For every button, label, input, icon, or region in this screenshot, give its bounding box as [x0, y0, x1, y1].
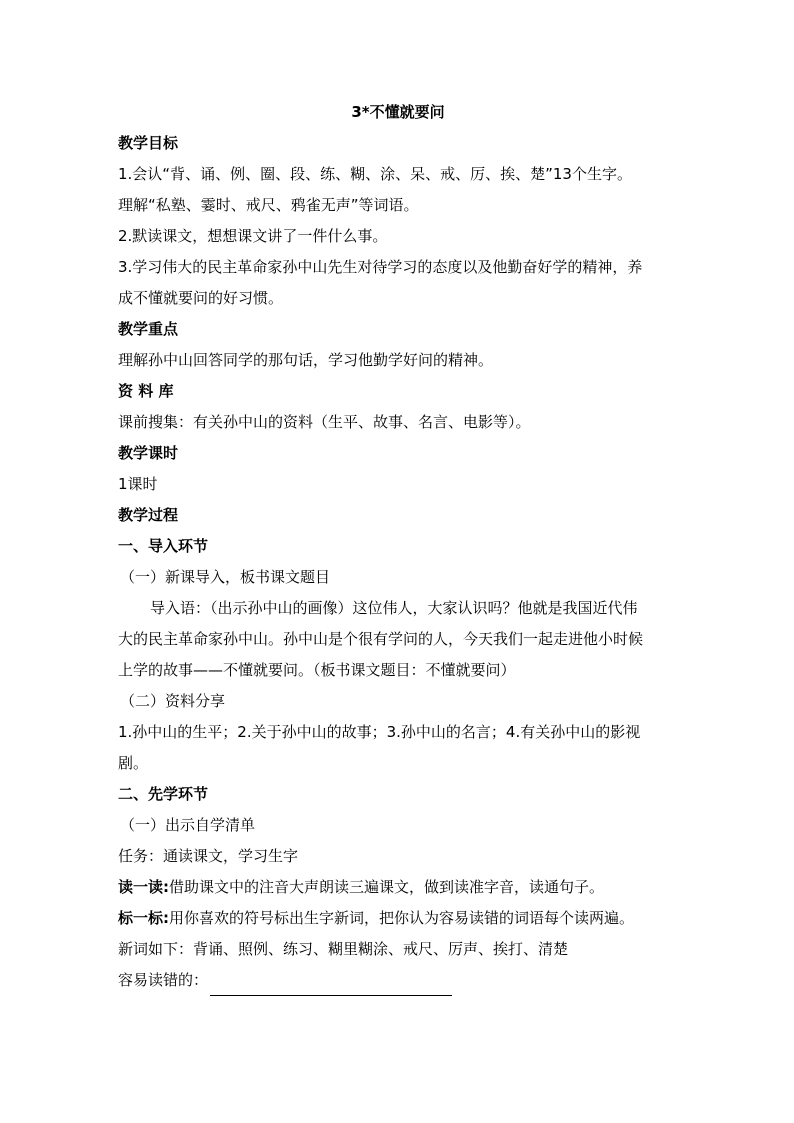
mark-label: 标一标: [118, 909, 169, 927]
intro-line-3: 上学的故事——不懂就要问。（板书课文题目：不懂就要问） [118, 661, 516, 679]
mark-line [118, 903, 678, 934]
process-heading: 教学过程 [118, 506, 179, 524]
goal-3-line-1: 3.学习伟大的民主革命家孙中山先生对待学习的态度以及他勤奋好学的精神，养 [118, 258, 643, 276]
step-2-sub-1: （一）出示自学清单 [120, 816, 256, 834]
intro-line-1: 导入语：（出示孙中山的画像）这位伟人，大家认识吗？他就是我国近代伟 [150, 599, 638, 617]
step-1-heading: 一、导入环节 [118, 537, 209, 555]
wrong-words-line [118, 965, 678, 996]
document-page [118, 100, 678, 996]
answer-blank[interactable] [210, 977, 452, 996]
step-1-sub-1: （一）新课导入，板书课文题目 [120, 568, 331, 586]
library-heading: 资 料 库 [118, 382, 174, 400]
page-title: 3*不懂就要问 [351, 103, 445, 121]
step-2-heading: 二、先学环节 [118, 785, 209, 803]
goal-3-line-2: 成不懂就要问的好习惯。 [118, 289, 284, 307]
share-line-1: 1.孙中山的生平；2.关于孙中山的故事；3.孙中山的名言；4.有关孙中山的影视 [118, 723, 641, 741]
read-line [118, 872, 678, 903]
focus-heading: 教学重点 [118, 320, 179, 338]
goal-1-line-1: 1.会认“背、诵、例、圈、段、练、糊、涂、呆、戒、厉、挨、楚”13个生字。 [118, 165, 632, 183]
goal-1-line-2: 理解“私塾、霎时、戒尺、鸦雀无声”等词语。 [118, 196, 419, 214]
wrong-words-label: 容易读错的： [118, 971, 209, 989]
read-text: 借助课文中的注音大声朗读三遍课文，做到读准字音，读通句子。 [169, 878, 605, 896]
step-1-sub-2: （二）资料分享 [120, 692, 226, 710]
intro-line-2: 大的民主革命家孙中山。孙中山是个很有学问的人，今天我们一起走进他小时候 [118, 630, 644, 648]
hours-heading: 教学课时 [118, 444, 179, 462]
read-label: 读一读: [118, 878, 169, 896]
task-text: 任务：通读课文，学习生字 [118, 847, 299, 865]
hours-text: 1课时 [118, 475, 158, 493]
mark-text: 用你喜欢的符号标出生字新词，把你认为容易读错的词语每个读两遍。 [169, 909, 635, 927]
share-line-2: 剧。 [118, 754, 149, 772]
library-text: 课前搜集：有关孙中山的资料（生平、故事、名言、电影等）。 [118, 413, 531, 431]
goals-heading: 教学目标 [118, 134, 179, 152]
goal-2: 2.默读课文，想想课文讲了一件什么事。 [118, 227, 388, 245]
words-text: 新词如下：背诵、照例、练习、糊里糊涂、戒尺、厉声、挨打、清楚 [118, 940, 569, 958]
focus-text: 理解孙中山回答同学的那句话，学习他勤学好问的精神。 [118, 351, 494, 369]
